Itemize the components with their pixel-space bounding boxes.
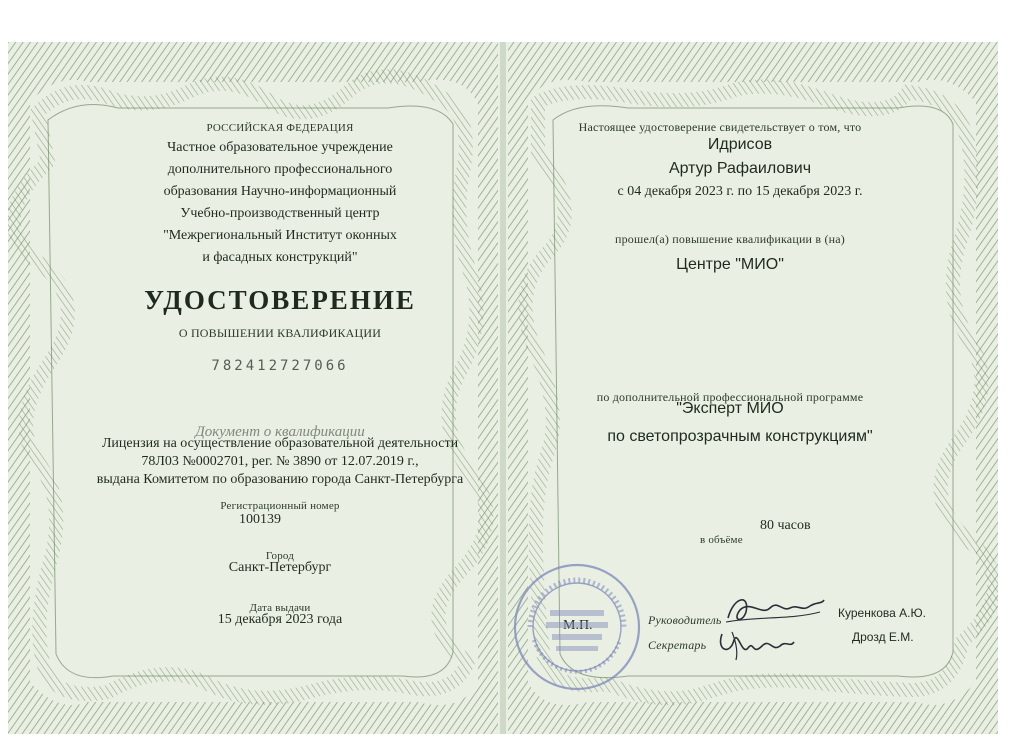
secretary-signature xyxy=(712,626,802,662)
passed-label: прошел(а) повышение квалификации в (на) xyxy=(614,232,845,246)
training-hours: 80 часов xyxy=(760,518,811,533)
stamp-place-label: М.П. xyxy=(563,618,593,633)
secretary-name: Дрозд Е.М. xyxy=(852,630,914,644)
license-line-1: Лицензия на осуществление образовательной деятельности xyxy=(101,436,459,451)
certificate-title: УДОСТОВЕРЕНИЕ xyxy=(144,285,416,315)
recipient-surname: Идрисов xyxy=(707,136,773,153)
head-signature xyxy=(720,590,830,630)
reg-number-label: Регистрационный номер xyxy=(220,500,340,512)
certificate-number: 782412727066 xyxy=(211,358,349,374)
license-line-2: 78Л03 №0002701, рег. № 3890 от 12.07.2019 г., xyxy=(141,454,419,469)
issue-date: 15 декабря 2023 года xyxy=(217,612,343,627)
license-line-3: выдана Комитетом по образованию города Санкт-Петербурга xyxy=(96,472,464,487)
issue-date-label: Дата выдачи xyxy=(249,602,311,614)
city-label: Город xyxy=(265,550,295,562)
intro-text: Настоящее удостоверение свидетельствует о том, что xyxy=(578,120,862,134)
country-label: РОССИЙСКАЯ ФЕДЕРАЦИЯ xyxy=(206,122,354,134)
recipient-name: Артур Рафаилович xyxy=(668,160,812,177)
institution-line-3: образования Научно-информационный xyxy=(163,184,397,199)
program-line-1: "Эксперт МИО xyxy=(676,400,784,417)
training-center: Центре "МИО" xyxy=(676,256,784,273)
institution-line-6: и фасадных конструкций" xyxy=(202,250,358,265)
institution-line-2: дополнительного профессионального xyxy=(167,162,393,177)
volume-label: в объёме xyxy=(700,534,743,546)
institution-line-5: "Межрегиональный Институт оконных xyxy=(163,228,397,243)
institution-line-4: Учебно-производственный центр xyxy=(180,206,380,221)
reg-number: 100139 xyxy=(239,512,281,527)
program-line-2: по светопрозрачным конструкциям" xyxy=(607,428,873,445)
head-name: Куренкова А.Ю. xyxy=(838,606,926,620)
institution-line-1: Частное образовательное учреждение xyxy=(167,140,393,155)
city: Санкт-Петербург xyxy=(228,560,332,575)
round-stamp xyxy=(510,560,645,695)
secretary-label: Секретарь xyxy=(648,638,707,652)
head-label: Руководитель xyxy=(648,613,722,627)
training-period: с 04 декабря 2023 г. по 15 декабря 2023 г. xyxy=(617,184,863,199)
faded-caption: Документ о квалификации xyxy=(195,424,365,440)
certificate-subtitle: О ПОВЫШЕНИИ КВАЛИФИКАЦИИ xyxy=(178,326,382,340)
program-label: по дополнительной профессиональной программе xyxy=(596,390,864,404)
